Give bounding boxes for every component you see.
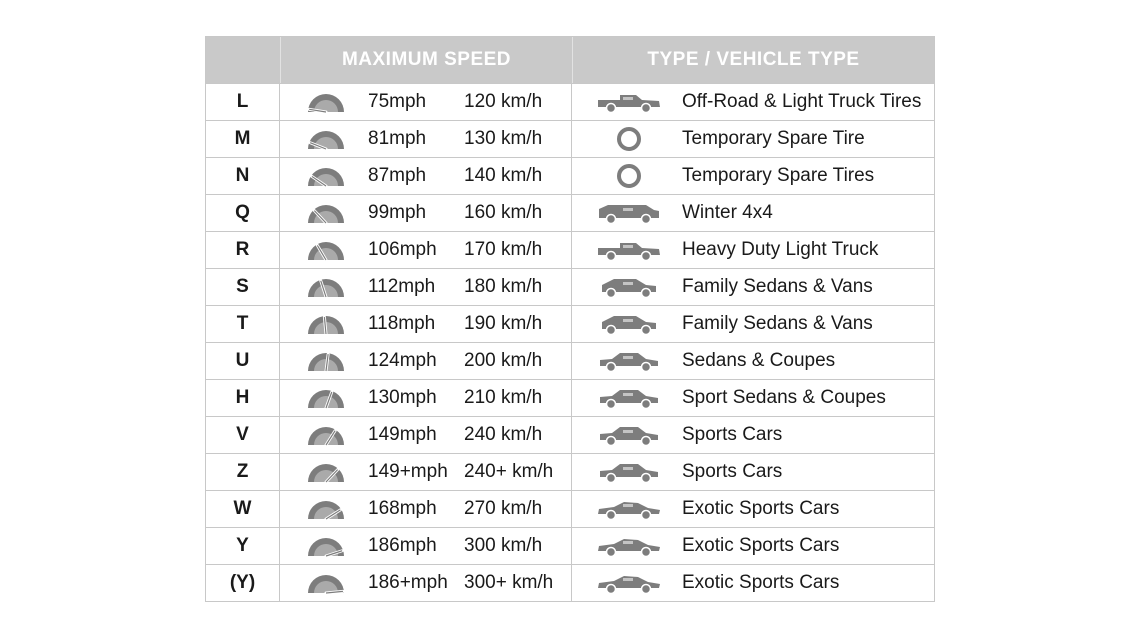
speed-mph: 87mph [368, 165, 427, 186]
hatchback-icon [596, 273, 662, 301]
speed-kmh: 270 km/h [464, 498, 543, 519]
sedan-icon [596, 458, 662, 486]
sedan-icon [596, 421, 662, 449]
speed-kmh: 130 km/h [464, 128, 543, 149]
speed-kmh: 190 km/h [464, 313, 543, 334]
speed-kmh: 160 km/h [464, 202, 543, 223]
max-speed-cell [280, 565, 572, 601]
vehicle-type-label: Exotic Sports Cars [682, 572, 840, 593]
vehicle-type-label: Exotic Sports Cars [682, 535, 840, 556]
speedometer-icon [306, 313, 346, 335]
vehicle-type-label: Temporary Spare Tire [682, 128, 865, 149]
table-row [206, 453, 934, 490]
speedometer-icon [306, 498, 346, 520]
max-speed-cell [280, 380, 572, 416]
speed-kmh: 300 km/h [464, 535, 543, 556]
table-row [206, 416, 934, 453]
speed-rating-code: Y [206, 528, 280, 564]
vehicle-type-cell [572, 528, 934, 564]
speed-rating-code: L [206, 84, 280, 120]
max-speed-cell [280, 269, 572, 305]
speed-mph: 75mph [368, 91, 427, 112]
speed-mph: 149+mph [368, 461, 448, 482]
speed-rating-code: U [206, 343, 280, 379]
speed-kmh: 240+ km/h [464, 461, 554, 482]
speed-rating-code: Q [206, 195, 280, 231]
max-speed-cell [280, 306, 572, 342]
max-speed-cell [280, 454, 572, 490]
speed-mph: 186mph [368, 535, 437, 556]
vehicle-type-label: Off-Road & Light Truck Tires [682, 91, 922, 112]
spare-tire-icon [596, 125, 662, 153]
vehicle-type-label: Sports Cars [682, 424, 783, 445]
speed-rating-code: S [206, 269, 280, 305]
vehicle-type-cell [572, 306, 934, 342]
speed-rating-table [205, 36, 935, 602]
speed-mph: 118mph [368, 313, 436, 334]
table-row [206, 157, 934, 194]
table-row [206, 120, 934, 157]
speedometer-icon [306, 91, 346, 113]
spare-tire-icon [596, 162, 662, 190]
vehicle-type-cell [572, 454, 934, 490]
speedometer-icon [306, 202, 346, 224]
speed-kmh: 140 km/h [464, 165, 543, 186]
speed-rating-code: T [206, 306, 280, 342]
speed-mph: 130mph [368, 387, 437, 408]
vehicle-type-label: Heavy Duty Light Truck [682, 239, 879, 260]
speedometer-icon [306, 350, 346, 372]
table-header [206, 37, 934, 83]
table-row [206, 83, 934, 120]
sedan-icon [596, 384, 662, 412]
table-row [206, 231, 934, 268]
table-row [206, 305, 934, 342]
table-row [206, 268, 934, 305]
sports-car-icon [596, 532, 662, 560]
table-row [206, 194, 934, 231]
max-speed-cell [280, 121, 572, 157]
max-speed-cell [280, 528, 572, 564]
header-vehicle-type: TYPE / VEHICLE TYPE [572, 37, 934, 83]
vehicle-type-label: Family Sedans & Vans [682, 313, 873, 334]
speed-mph: 149mph [368, 424, 437, 445]
table-row [206, 490, 934, 527]
speed-kmh: 240 km/h [464, 424, 543, 445]
vehicle-type-cell [572, 158, 934, 194]
vehicle-type-cell [572, 380, 934, 416]
max-speed-cell [280, 84, 572, 120]
max-speed-cell [280, 158, 572, 194]
speed-mph: 124mph [368, 350, 437, 371]
speed-kmh: 200 km/h [464, 350, 543, 371]
speed-kmh: 300+ km/h [464, 572, 554, 593]
max-speed-cell [280, 195, 572, 231]
header-max-speed: MAXIMUM SPEED [280, 37, 572, 83]
table-row [206, 564, 934, 601]
header-code-cell [206, 37, 280, 83]
speed-mph: 186+mph [368, 572, 448, 593]
suv-icon [596, 199, 662, 227]
speed-rating-code: V [206, 417, 280, 453]
speed-rating-code: H [206, 380, 280, 416]
speed-mph: 99mph [368, 202, 427, 223]
table-body [206, 83, 934, 601]
vehicle-type-cell [572, 195, 934, 231]
table-row [206, 379, 934, 416]
speed-kmh: 120 km/h [464, 91, 543, 112]
max-speed-cell [280, 232, 572, 268]
vehicle-type-label: Sedans & Coupes [682, 350, 836, 371]
vehicle-type-cell [572, 491, 934, 527]
speed-rating-code: R [206, 232, 280, 268]
max-speed-cell [280, 343, 572, 379]
speedometer-icon [306, 128, 346, 150]
vehicle-type-label: Family Sedans & Vans [682, 276, 873, 297]
max-speed-cell [280, 417, 572, 453]
pickup-truck-icon [596, 236, 662, 264]
speed-rating-code: M [206, 121, 280, 157]
table-row [206, 527, 934, 564]
vehicle-type-label: Winter 4x4 [682, 202, 773, 223]
speed-rating-code: (Y) [206, 565, 280, 601]
speed-kmh: 180 km/h [464, 276, 543, 297]
speedometer-icon [306, 424, 346, 446]
sports-car-icon [596, 495, 662, 523]
speed-kmh: 210 km/h [464, 387, 543, 408]
speed-rating-code: W [206, 491, 280, 527]
max-speed-cell [280, 491, 572, 527]
vehicle-type-label: Sports Cars [682, 461, 783, 482]
pickup-truck-icon [596, 88, 662, 116]
hatchback-icon [596, 310, 662, 338]
vehicle-type-label: Temporary Spare Tires [682, 165, 875, 186]
table-row [206, 342, 934, 379]
vehicle-type-cell [572, 121, 934, 157]
vehicle-type-cell [572, 269, 934, 305]
speedometer-icon [306, 387, 346, 409]
speed-mph: 81mph [368, 128, 427, 149]
speedometer-icon [306, 535, 346, 557]
vehicle-type-cell [572, 565, 934, 601]
speedometer-icon [306, 276, 346, 298]
speedometer-icon [306, 572, 346, 594]
speed-mph: 168mph [368, 498, 437, 519]
sports-car-icon [596, 569, 662, 597]
speed-mph: 106mph [368, 239, 437, 260]
sedan-icon [596, 347, 662, 375]
speedometer-icon [306, 239, 346, 261]
vehicle-type-cell [572, 417, 934, 453]
vehicle-type-label: Exotic Sports Cars [682, 498, 840, 519]
speedometer-icon [306, 461, 346, 483]
speed-rating-code: Z [206, 454, 280, 490]
speedometer-icon [306, 165, 346, 187]
speed-mph: 112mph [368, 276, 436, 297]
speed-rating-code: N [206, 158, 280, 194]
vehicle-type-cell [572, 343, 934, 379]
vehicle-type-cell [572, 232, 934, 268]
vehicle-type-cell [572, 84, 934, 120]
vehicle-type-label: Sport Sedans & Coupes [682, 387, 886, 408]
speed-kmh: 170 km/h [464, 239, 543, 260]
